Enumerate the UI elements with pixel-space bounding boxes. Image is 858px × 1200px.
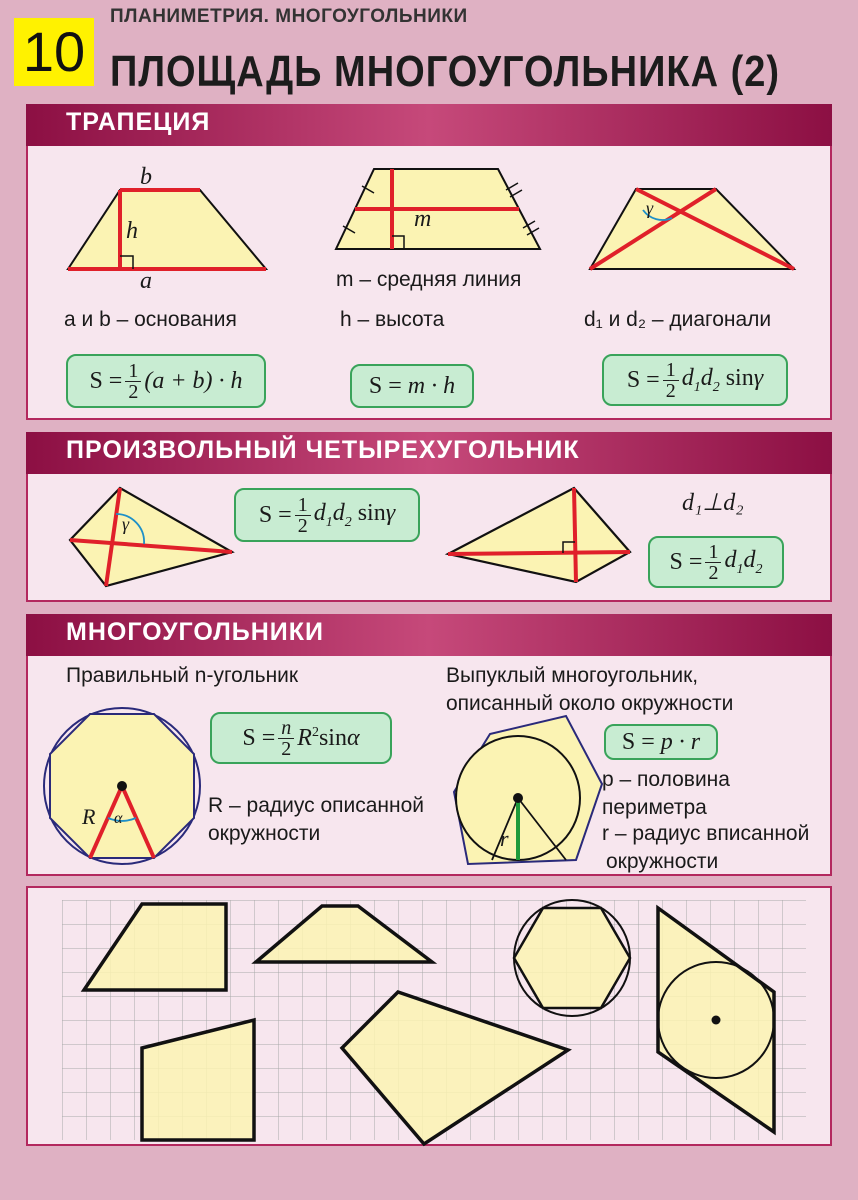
section-title-trapezoid: ТРАПЕЦИЯ [66, 108, 211, 136]
formula-quad-general: S = $\frac{1}{2}$ $d_1d_2$ sinγ [234, 488, 420, 542]
caption-r-line2: окружности [606, 850, 719, 873]
caption-r-line1: r – радиус вписанной [602, 822, 810, 845]
label-h: h [126, 218, 138, 244]
caption-p-line2: периметра [602, 796, 707, 819]
grid-hexagon-in-circle [514, 900, 630, 1016]
caption-convex-line1: Выпуклый многоугольник, [446, 664, 699, 687]
page-title: ПЛОЩАДЬ МНОГОУГОЛЬНИКА (2) [110, 48, 781, 97]
label-alpha: α [114, 810, 123, 827]
label-r: r [500, 826, 509, 851]
caption-height: h – высота [340, 308, 445, 331]
label-gamma-quad: γ [122, 514, 130, 534]
regular-polygon-figure [44, 708, 200, 864]
trapezoid-midline-figure [336, 169, 540, 249]
caption-p-line1: p – половина [602, 768, 730, 791]
formula-trapezoid-bases: S = $\frac{1}{2}$ (a + b) · h [66, 354, 266, 408]
trapezoid-panel [26, 104, 832, 420]
quadrilateral-panel [26, 432, 832, 602]
quadrilateral-perpendicular-figure [448, 488, 630, 582]
formula-regular-polygon: S = $\frac{n}{2}$ $R^2\sin\alpha$ [210, 712, 392, 764]
caption-bases: a и b – основания [64, 308, 237, 331]
circumscribed-polygon-figure [454, 716, 602, 864]
formula-circumscribed: S = p · r [604, 724, 718, 760]
caption-R-line1: R – радиус описанной [208, 794, 425, 817]
label-gamma: γ [646, 198, 654, 218]
caption-R-line2: окружности [208, 822, 321, 845]
label-a: a [140, 268, 152, 294]
trapezoid-diagonals-figure [590, 189, 794, 269]
perpendicular-condition: d₁⊥d₂ [682, 490, 744, 516]
trapezoid-height-figure [68, 190, 266, 269]
label-m: m [414, 206, 432, 232]
topic-heading: ПЛАНИМЕТРИЯ. МНОГОУГОЛЬНИКИ [110, 6, 468, 27]
formula-trapezoid-midline: S = m · h [350, 364, 474, 408]
grid-exercise-panel [26, 886, 832, 1146]
caption-convex-line2: описанный около окружности [446, 692, 734, 715]
lesson-number-badge: 10 [14, 18, 94, 86]
polygons-panel [26, 614, 832, 876]
formula-quad-perpendicular: S = $\frac{1}{2}$ $d_1d_2$ [648, 536, 784, 588]
caption-midline: m – средняя линия [336, 268, 522, 291]
section-title-polygons: МНОГОУГОЛЬНИКИ [66, 618, 324, 646]
quadrilateral-angle-figure [70, 488, 232, 586]
caption-diagonals: d₁ и d₂ – диагонали [584, 308, 772, 331]
caption-regular-polygon: Правильный n-угольник [66, 664, 299, 687]
label-R: R [82, 804, 96, 829]
label-b: b [140, 164, 152, 190]
formula-trapezoid-diagonals: S = $\frac{1}{2}$ $d_1d_2$ sinγ [602, 354, 788, 406]
grid-figures [28, 888, 834, 1148]
section-title-quadrilateral: ПРОИЗВОЛЬНЫЙ ЧЕТЫРЕХУГОЛЬНИК [66, 436, 580, 464]
